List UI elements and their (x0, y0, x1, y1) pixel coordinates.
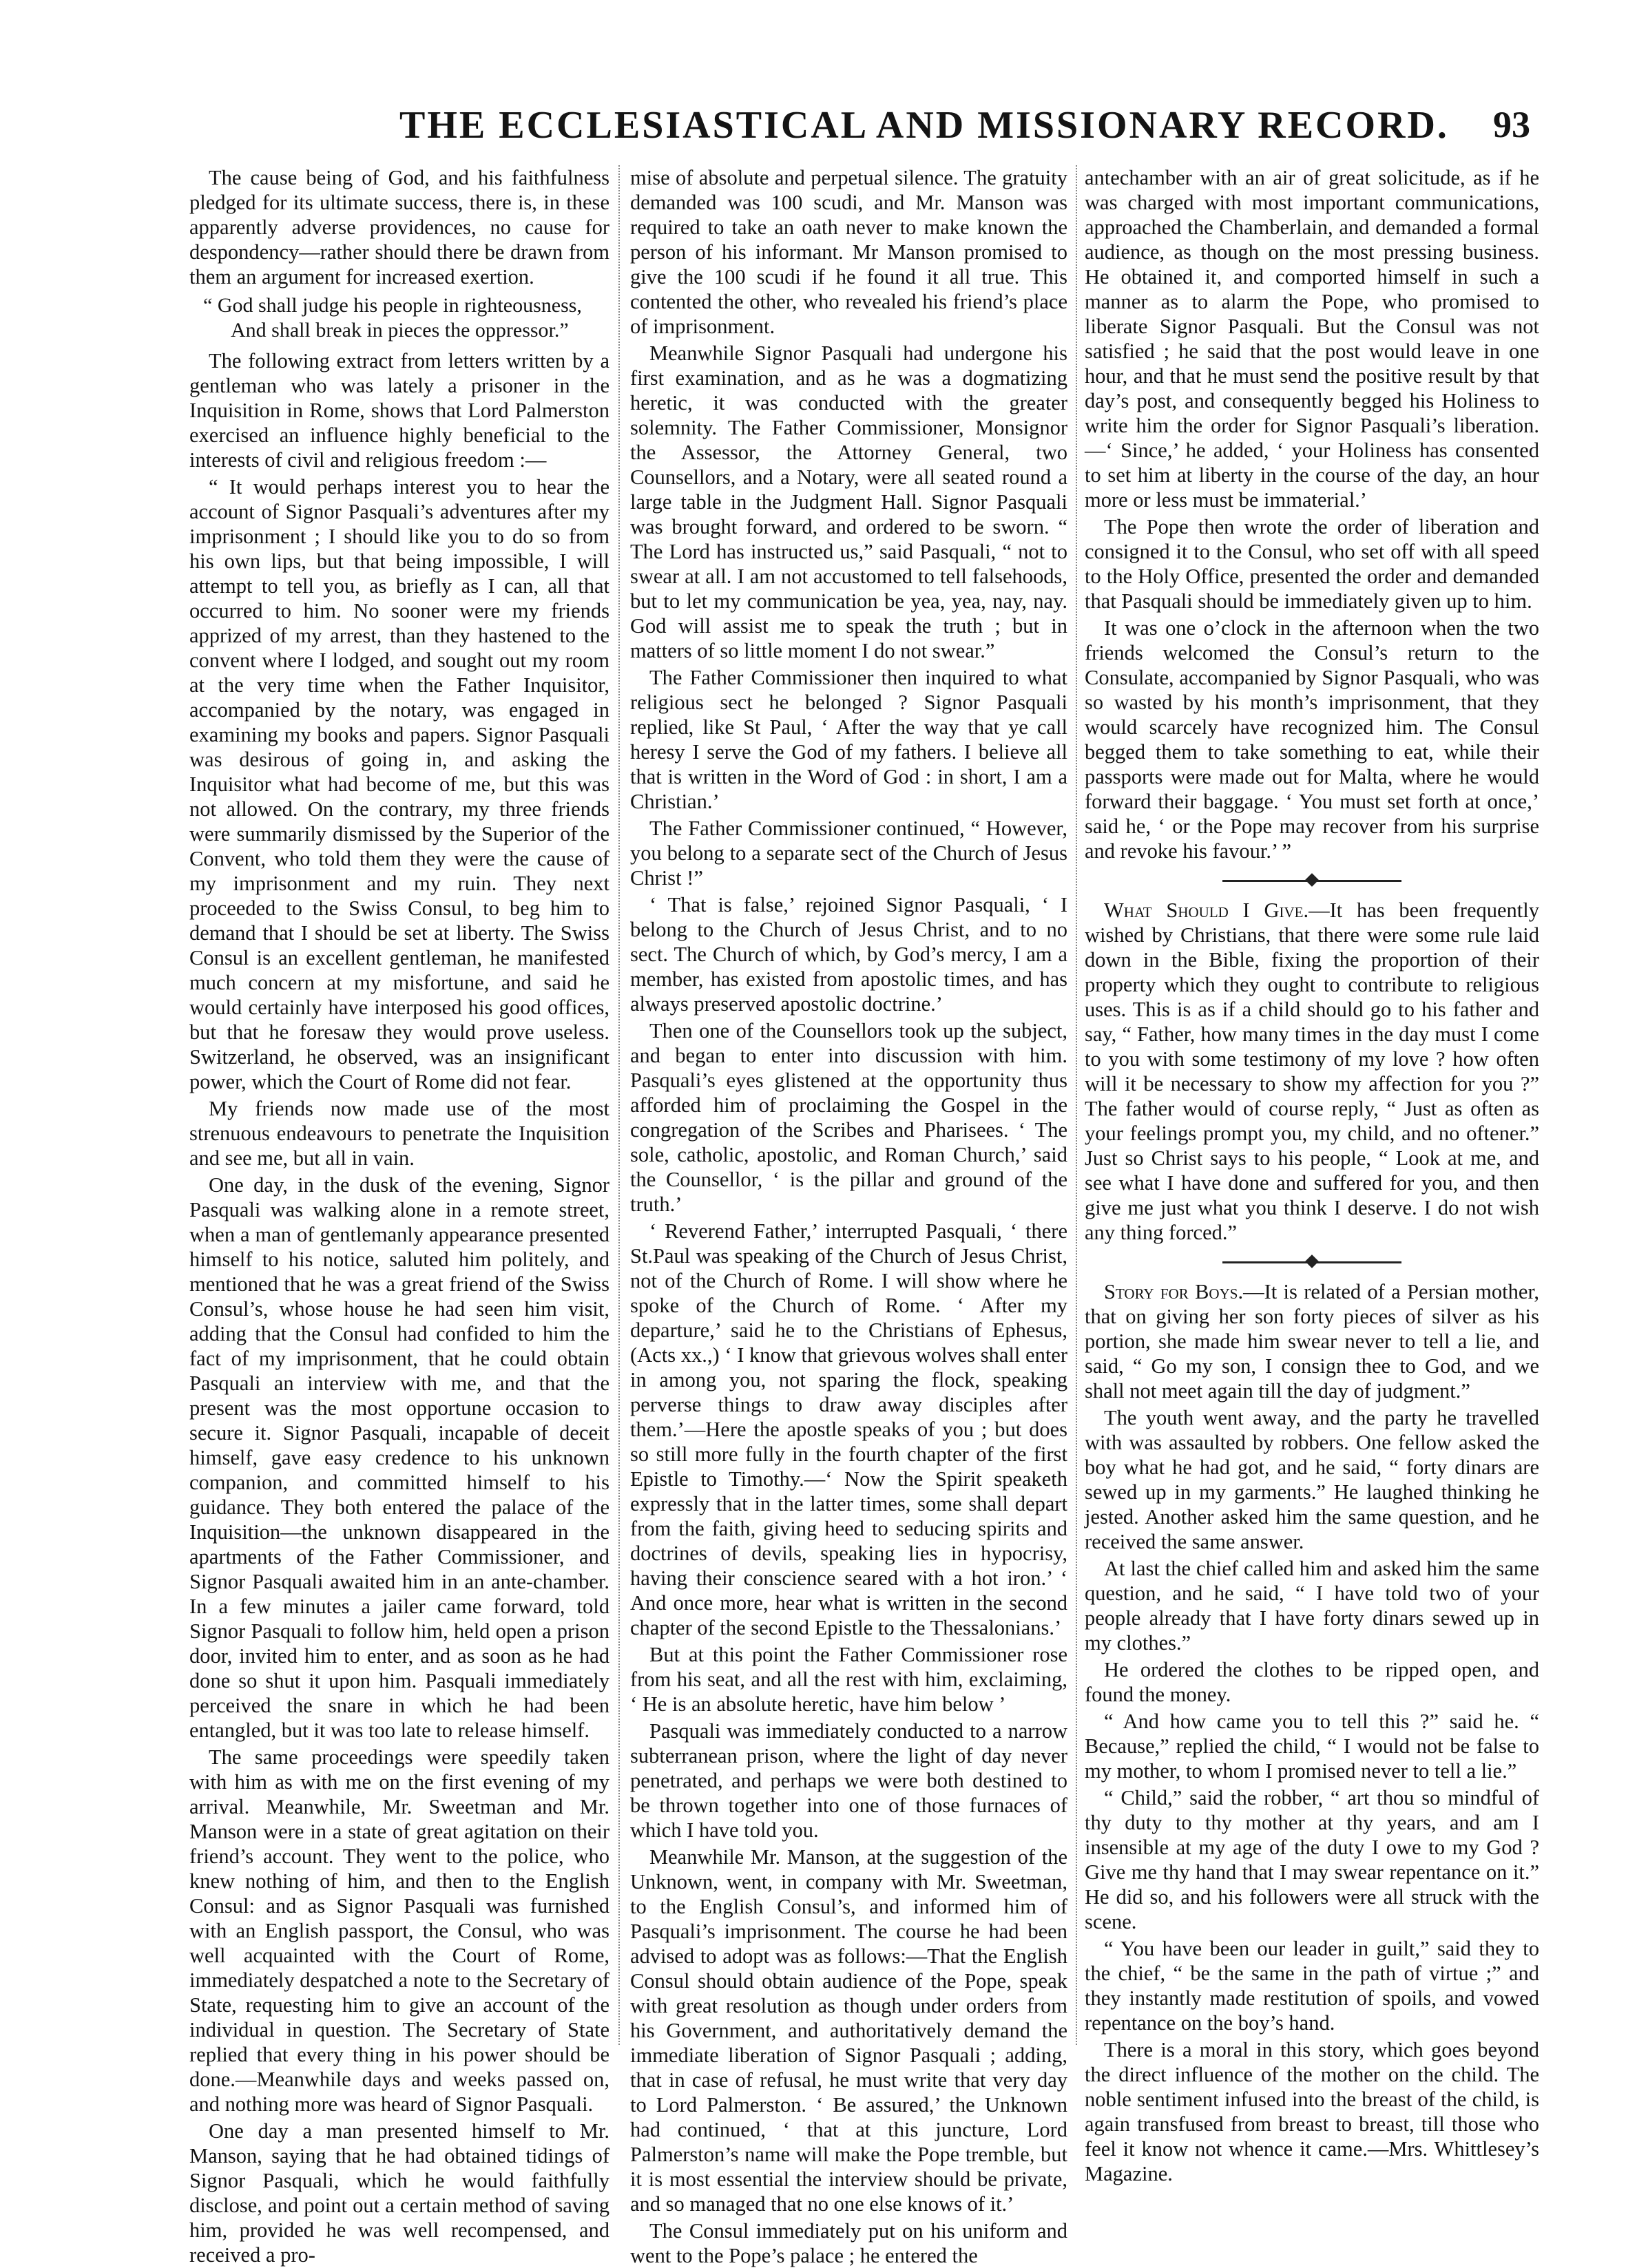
column-right (1085, 165, 1540, 2185)
paragraph: The cause being of God, and his faithfulness pledged for its ultimate success, there is, in these apparently adverse providences, no cause for despondency—rather should there be drawn from them an argument for increased exertion. (189, 166, 609, 288)
verse-quote (189, 293, 609, 343)
paragraph: “ And how came you to tell this ?” said he. “ Because,” replied the child, “ I would not be false to my mother, to whom I promised never to tell a lie.” (1085, 1710, 1539, 1783)
paragraph: The same proceedings were speedily taken with him as with me on the first evening of my arrival. Meanwhile, Mr. Sweetman and Mr. Manson were in a state of great agitation on their friend’s account. They went to the police, who knew nothing of him, and then to the English Consul: and as Signor Pasquali was furnished with an English passport, the Consul, who was well acquainted with the Court of Rome, immediately despatched a note to the Secretary of State, requesting him to give an account of the individual in question. The Secretary of State replied that every thing in his power should be done.—Meanwhile days and weeks passed on, and nothing more was heard of Signor Pasquali. (189, 1745, 609, 2116)
section-divider (1085, 1252, 1539, 1272)
paragraph: It was one o’clock in the afternoon when the two friends welcomed the Consul’s return to the Consulate, accompanied by Signor Pasquali, who was so wasted by his month’s imprisonment, that they would scarcely have recognized him. The Consul begged them to take something to eat, while their passports were made out for Malta, where he would forward their baggage. ‘ You must set forth at once,’ said he, ‘ or the Pope may recover from his surprise and revoke his favour.’ ” (1085, 616, 1539, 863)
column-divider (1076, 165, 1077, 2045)
article-text: —It has been frequently wished by Christians, that there were some rule laid down in the Bible, fixing the proportion of their property which they ought to contribute to religious uses. This is as if a child should go to his father and say, “ Father, how many times in the day must I come to you with some testimony of my love ? how often will it be necessary to show my affection for you ?” The father would of course reply, “ Just as often as your feelings prompt you, my child, and no oftener.” Just so Christ says to his people, “ Look at me, and see what I have done and suffered for you, and then give me just what you think I deserve. I do not wish any thing forced.” (1085, 899, 1539, 1244)
paragraph: Pasquali was immediately conducted to a narrow subterranean prison, where the light of day never penetrated, and perhaps we were both destined to be thrown together into one of those furnaces of which I have told you. (630, 1719, 1067, 1842)
article-story-for-boys (1085, 1279, 1539, 1403)
article-text: —It is related of a Persian mother, that on giving her son forty pieces of silver as his portion, she made him swear never to tell a lie, and said, “ Go my son, I consign thee to God, and we shall not meet again till the day of judgment.” (1085, 1280, 1540, 1403)
column-left (189, 165, 609, 2267)
paragraph: ‘ That is false,’ rejoined Signor Pasquali, ‘ I belong to the Church of Jesus Christ, and to no sect. The Church of which, by God’s mercy, I am a member, has existed from apostolic times, and has always preserved apostolic doctrine.’ (630, 893, 1067, 1016)
verse-line: And shall break in pieces the oppressor.” (231, 319, 569, 342)
paragraph: He ordered the clothes to be ripped open, and found the money. (1085, 1658, 1539, 1706)
paragraph: Then one of the Counsellors took up the subject, and began to enter into discussion with him. Pasquali’s eyes glistened at the opportunity thus afforded him of proclaiming the Gospel in the congregation of the Scribes and Pharisees. ‘ The sole, catholic, apostolic, and Roman Church,’ said the Counsellor, ‘ is the pillar and ground of the truth.’ (630, 1019, 1067, 1216)
column-divider (618, 165, 620, 2045)
paragraph: ‘ Reverend Father,’ interrupted Pasquali, ‘ there St.Paul was speaking of the Church of Jesus Christ, not of the Church of Rome. I will show where he spoke of the Church of Rome. ‘ After my departure,’ said he to the Christians of Ephesus, (Acts xx.,) ‘ I know that grievous wolves shall enter in among you, not sparing the flock, speaking perverse things to draw away disciples after them.’—Here the apostle speaks of you ; but does so still more fully in the fourth chapter of the first Epistle to Timothy.—‘ Now the Spirit speaketh expressly that in the latter times, some shall depart from the faith, giving heed to seducing spirits and doctrines of devils, speaking lies in hypocrisy, having their conscience seared with a hot iron.’ ‘ And once more, hear what is written in the second chapter of the second Epistle to the Thessalonians.’ (630, 1219, 1067, 1639)
article-title: What Should I Give. (1104, 899, 1309, 922)
paragraph: The Father Commissioner continued, “ However, you belong to a separate sect of the Church of Jesus Christ !” (630, 817, 1067, 890)
article-title: Story for Boys. (1104, 1280, 1244, 1303)
running-title: THE ECCLESIASTICAL AND MISSIONARY RECORD. (399, 104, 1449, 147)
paragraph: Meanwhile Signor Pasquali had undergone his first examination, and as he was a dogmatizing heretic, it was conducted with the greater solemnity. The Father Commissioner, Monsignor the Assessor, the Attorney General, two Counsellors, and a Notary, were all seated round a large table in the Judgment Hall. Signor Pasquali was brought forward, and ordered to be sworn. “ The Lord has instructed us,” said Pasquali, “ not to swear at all. I am not accustomed to tell falsehoods, but to let my communication be yea, yea, nay, nay. God will assist me to speak the truth ; but in matters of so little moment I do not swear.” (630, 342, 1067, 662)
paragraph: Meanwhile Mr. Manson, at the suggestion of the Unknown, went, in company with Mr. Sweetman, to the English Consul’s, and informed him of Pasquali’s imprisonment. The course he had been advised to adopt was as follows:—That the English Consul should obtain audience of the Pope, speak with great resolution as though under orders from his Government, and authoritatively demand the immediate liberation of Signor Pasquali ; adding, that in case of refusal, he must write that very day to Lord Palmerston. ‘ Be assured,’ the Unknown had continued, ‘ that at this juncture, Lord Palmerston’s name will make the Pope tremble, but it is most essential the interview should be private, and so managed that no one else knows of it.’ (630, 1845, 1067, 2216)
page-number: 93 (1493, 104, 1530, 145)
paragraph: The Father Commissioner then inquired to what religious sect he belonged ? Signor Pasquali replied, like St Paul, ‘ After the way that ye call heresy I serve the God of my fathers. I believe all that is written in the Word of God : in short, I am a Christian.’ (630, 666, 1067, 813)
paragraph: At last the chief called him and asked him the same question, and he said, “ I have told two of your people already that I have forty dinars sewed up in my clothes.” (1085, 1557, 1539, 1655)
paragraph: My friends now made use of the most strenuous endeavours to penetrate the Inquisition and see me, but all in vain. (189, 1097, 609, 1170)
article-what-should-i-give (1085, 898, 1539, 1245)
paragraph: There is a moral in this story, which goes beyond the direct influence of the mother on the child. The noble sentiment infused into the breast of the child, is again transfused from breast to breast, till those who feel it know not whence it came.—Mrs. Whittlesey’s Magazine. (1085, 2038, 1539, 2185)
paragraph: The Pope then wrote the order of liberation and consigned it to the Consul, who set off with all speed to the Holy Office, presented the order and demanded that Pasquali should be immediately given up to him. (1085, 515, 1539, 613)
paragraph: One day, in the dusk of the evening, Signor Pasquali was walking alone in a remote street, when a man of gentlemanly appearance presented himself to his notice, saluted him politely, and mentioned that he was a great friend of the Swiss Consul’s, whose house he had seen him visit, adding that the Consul had confided to him the fact of my imprisonment, that he could obtain Pasquali an interview with me, and that the present was the most opportune occasion to secure it. Signor Pasquali, incapable of deceit himself, gave easy credence to his unknown companion, and committed himself to his guidance. They both entered the palace of the Inquisition—the unknown disappeared in the apartments of the Father Commissioner, and Signor Pasquali awaited him in an ante-chamber. In a few minutes a jailer came forward, told Signor Pasquali to follow him, held open a prison door, invited him to enter, and as soon as he had done so shut it upon him. Pasquali immediately perceived the snare in which he had been entangled, but it was too late to release himself. (189, 1173, 609, 1742)
verse-line: “ God shall judge his people in righteousness, (203, 294, 582, 317)
section-divider (1085, 870, 1539, 891)
paragraph: The Consul immediately put on his uniform and went to the Pope’s palace ; he entered the (630, 2219, 1067, 2267)
paragraph: But at this point the Father Commissioner rose from his seat, and all the rest with him, exclaiming, ‘ He is an absolute heretic, have him below ’ (630, 1643, 1067, 1716)
paragraph: “ You have been our leader in guilt,” said they to the chief, “ be the same in the path of virtue ;” and they instantly made restitution of spoils, and vowed repentance on the boy’s hand. (1085, 1937, 1539, 2035)
paragraph: The following extract from letters written by a gentleman who was lately a prisoner in the Inquisition in Rome, shows that Lord Palmerston exercised an influence highly beneficial to the interests of civil and religious freedom :— (189, 349, 609, 472)
paragraph: “ It would perhaps interest you to hear the account of Signor Pasquali’s adventures after my imprisonment ; I should like you to do so from his own lips, but that being impossible, I will attempt to tell you, as briefly as I can, all that occurred to him. No sooner were my friends apprized of my arrest, than they hastened to the convent where I lodged, and sought out my room at the very time when the Father Inquisitor, accompanied by the notary, was engaged in examining my books and papers. Signor Pasquali was desirous of going in, and asking the Inquisitor what had become of me, but this was not allowed. On the contrary, my three friends were summarily dismissed by the Superior of the Convent, who told them they were the cause of my imprisonment and my ruin. They next proceeded to the Swiss Consul, to beg him to demand that I should be set at liberty. The Swiss Consul is an excellent gentleman, he manifested much concern at my misfortune, and said he would certainly have interposed his good offices, but that he foresaw they would prove useless. Switzerland, he observed, was an insignificant power, which the Court of Rome did not fear. (189, 475, 609, 1093)
page-header (165, 103, 1543, 151)
column-middle (630, 165, 1067, 2267)
paragraph: mise of absolute and perpetual silence. The gratuity demanded was 100 scudi, and Mr. Manson was required to take an oath never to make known the person of his informant. Mr Manson promised to give the 100 scudi if he found it all true. This contented the other, who revealed his friend’s place of imprisonment. (630, 166, 1067, 338)
paragraph: One day a man presented himself to Mr. Manson, saying that he had obtained tidings of Signor Pasquali, which he would faithfully disclose, and point out a certain method of saving him, provided he was well recompensed, and received a pro- (189, 2119, 609, 2267)
paragraph: antechamber with an air of great solicitude, as if he was charged with most important communications, approached the Chamberlain, and demanded a formal audience, as though on the most pressing business. He obtained it, and comported himself in such a manner as to alarm the Pope, who promised to liberate Signor Pasquali. But the Consul was not satisfied ; he said that the post would leave in one hour, and that he must send the positive result by that day’s post, and consequently begged his Holiness to write him the order for Signor Pasquali’s liberation.—‘ Since,’ he added, ‘ your Holiness has consented to set him at liberty in the course of the day, an hour more or less must be immaterial.’ (1085, 166, 1539, 512)
paragraph: “ Child,” said the robber, “ art thou so mindful of thy duty to thy mother at thy years, and am I insensible at my age of the duty I owe to my God ? Give me thy hand that I may swear repentance on it.” He did so, and his followers were all struck with the scene. (1085, 1786, 1539, 1933)
paragraph: The youth went away, and the party he travelled with was assaulted by robbers. One fellow asked the boy what he had got, and he said, “ forty dinars are sewed up in my garments.” He laughed thinking he jested. Another asked him the same question, and he received the same answer. (1085, 1406, 1539, 1553)
